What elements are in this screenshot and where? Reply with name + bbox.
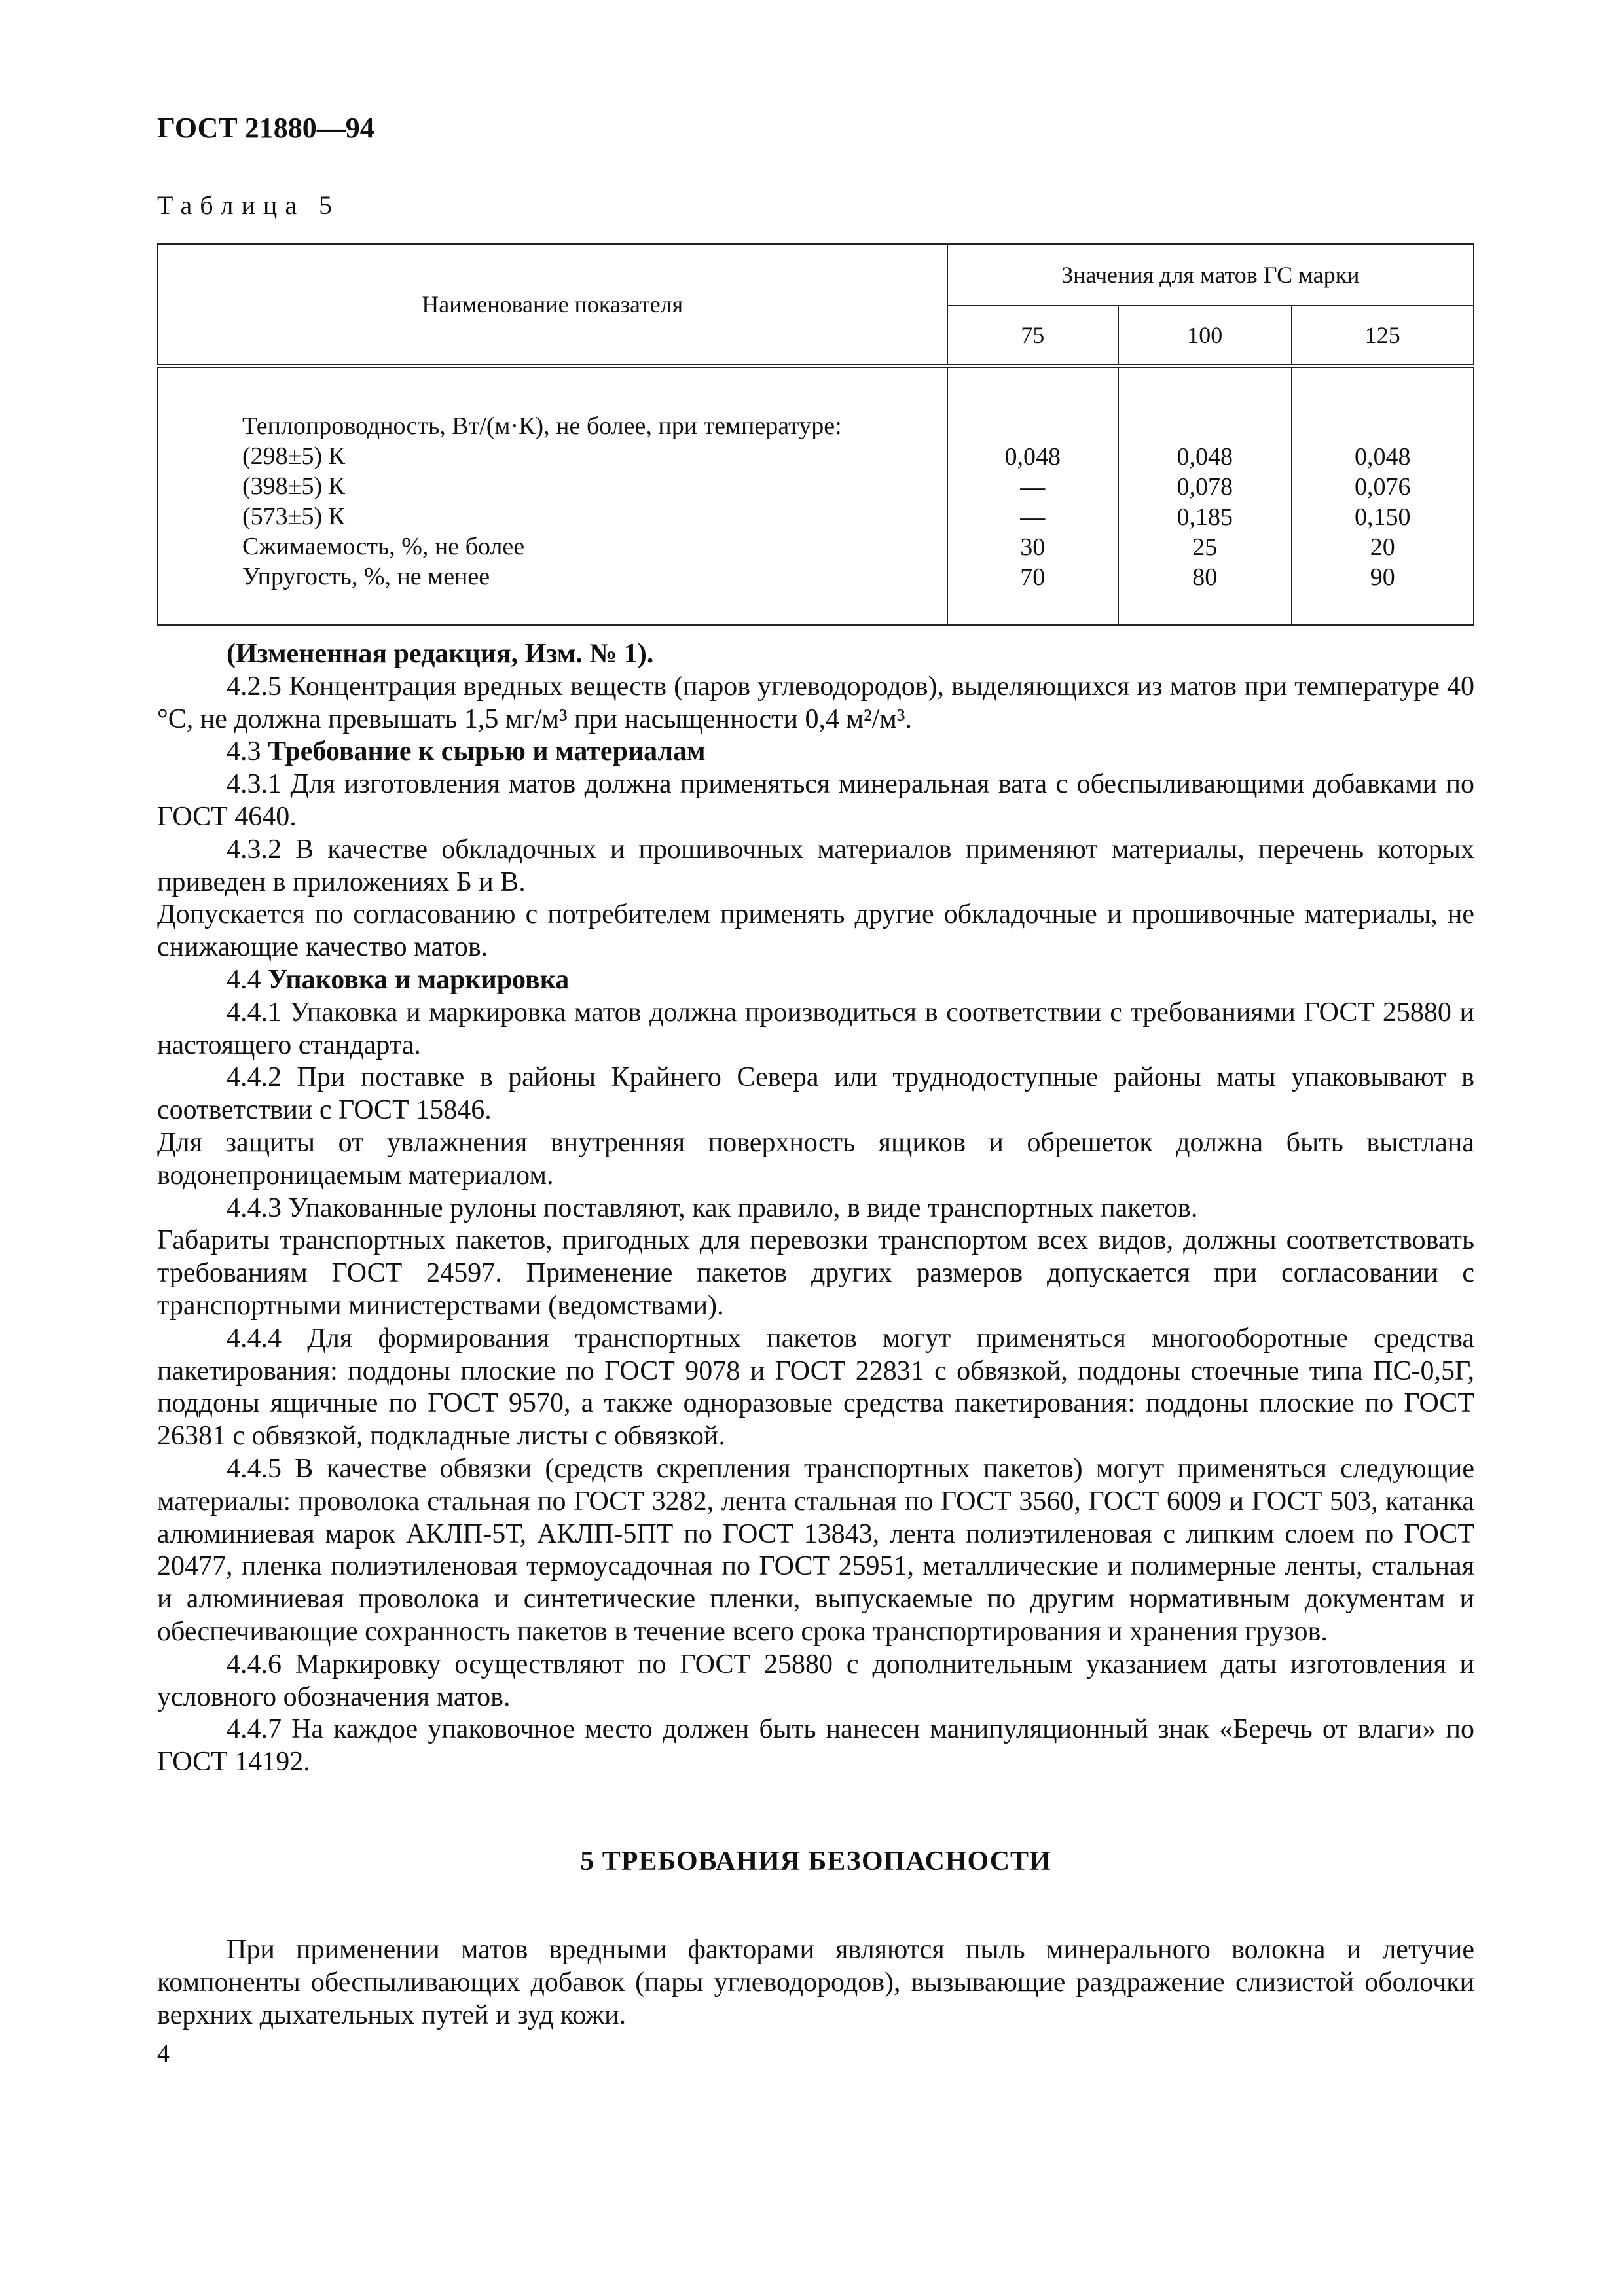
table-cell: 20 — [1370, 533, 1395, 561]
paragraph-4-4-7: 4.4.7 На каждое упаковочное место должен быть нанесен манипуляционный знак «Беречь от влаги» по ГОСТ 14192. — [157, 1714, 1474, 1778]
amendment-note: (Измененная редакция, Изм. № 1). — [227, 639, 654, 669]
paragraph-4-4-2b: Для защиты от увлажнения внутренняя поверхность ящиков и обрешеток должна быть выстлана водонепроницаемым материалом. — [157, 1127, 1474, 1191]
document-header: ГОСТ 21880—94 — [157, 112, 374, 144]
table-cell: 0,078 — [1176, 473, 1233, 501]
paragraph-4-3-2b: Допускается по согласованию с потребителем применять другие обкладочные и прошивочные материалы, не снижающие качество матов. — [157, 899, 1474, 963]
table-cell: 80 — [1192, 564, 1218, 591]
table-cell: — — [1020, 503, 1046, 531]
paragraph-4-4-4: 4.4.4 Для формирования транспортных пакетов могут применяться многооборотные средства пакетирования: поддоны плоские по ГОСТ 9078 и ГОСТ 22831 с обвязкой, поддоны стоечные типа ПС-0,5Г, поддоны ящичные по ГОСТ 9570, а также одноразовые средства пакетирования: поддоны плоские по ГОСТ 26381 с обвязкой, подкладные листы с обвязкой. — [157, 1323, 1474, 1452]
heading-title: Требование к сырью и материалам — [268, 736, 706, 767]
paragraph-5-1: При применении матов вредными факторами являются пыль минерального волокна и летучие компоненты обеспыливающих добавок (пары углеводородов), вызывающие раздражение слизистой оболочки верхних дыхательных путей и зуд кожи. — [157, 1935, 1474, 2030]
column-header-mark: 125 — [1292, 306, 1474, 366]
heading-4-3 — [157, 736, 1474, 768]
table-cell: 0,076 — [1355, 473, 1411, 501]
column-header-name: Наименование показателя — [158, 244, 947, 366]
table-cell: 0,048 — [1355, 443, 1411, 471]
table-cell: 70 — [1020, 564, 1046, 591]
values-cell-100 — [1118, 366, 1291, 625]
values-cell-75 — [947, 366, 1119, 625]
column-group-header: Значения для матов ГС марки — [947, 244, 1474, 306]
page-number: 4 — [157, 2040, 170, 2068]
table-cell: — — [1020, 473, 1046, 501]
table-cell: 90 — [1370, 564, 1395, 591]
table-cell: 0,048 — [1176, 443, 1233, 471]
values-cell-125 — [1292, 366, 1474, 625]
paragraph-4-4-5: 4.4.5 В качестве обвязки (средств скрепления транспортных пакетов) могут применяться следующие материалы: проволока стальная по ГОСТ 3282, лента стальная по ГОСТ 3560, ГОСТ 6009 и ГОСТ 503, катанка алюминиевая марок АКЛП-5Т, АКЛП-5ПТ по ГОСТ 13843, лента полиэтиленовая с липким слоем по ГОСТ 20477, пленка полиэтиленовая термоусадочная по ГОСТ 25951, металлические и полимерные ленты, стальная и алюминиевая проволока и синтетические пленки, выпускаемые по другим нормативным документам и обеспечивающие сохранность пакетов в течение всего срока транспортирования и хранения грузов. — [157, 1453, 1474, 1647]
indicator-name: Теплопроводность, Вт/(м·К), не более, при температуре: — [242, 412, 842, 440]
heading-title: Упаковка и маркировка — [268, 964, 570, 995]
heading-number: 4.4 — [227, 964, 261, 995]
paragraph-4-3-1: 4.3.1 Для изготовления матов должна применяться минеральная вата с обеспыливающими добавками по ГОСТ 4640. — [157, 769, 1474, 832]
paragraph-4-3-2: 4.3.2 В качестве обкладочных и прошивочных материалов применяют материалы, перечень которых приведен в приложениях Б и В. — [157, 834, 1474, 897]
table-cell: 30 — [1020, 533, 1046, 561]
indicator-names-cell — [158, 366, 947, 625]
paragraph-4-2-5: 4.2.5 Концентрация вредных веществ (паров углеводородов), выделяющихся из матов при температуре 40 °С, не должна превышать 1,5 мг/м³ при насыщенности 0,4 м²/м³. — [157, 671, 1474, 734]
section-5-title: 5 ТРЕБОВАНИЯ БЕЗОПАСНОСТИ — [580, 1846, 1051, 1876]
table-cell: 25 — [1192, 533, 1218, 561]
indicator-name: Упругость, %, не менее — [242, 563, 490, 590]
indicator-name: (573±5) К — [242, 503, 346, 530]
indicator-name: Сжимаемость, %, не более — [242, 533, 525, 560]
heading-4-4 — [157, 964, 1474, 997]
table-cell: 0,150 — [1355, 503, 1411, 531]
heading-number: 4.3 — [227, 736, 261, 767]
table-cell: 0,185 — [1176, 503, 1233, 531]
table-row — [158, 366, 1474, 625]
body-text — [157, 638, 1474, 1779]
paragraph-4-4-1: 4.4.1 Упаковка и маркировка матов должна производиться в соответствии с требованиями ГОСТ 25880 и настоящего стандарта. — [157, 997, 1474, 1060]
table-caption: Таблица 5 — [157, 190, 340, 220]
paragraph-4-4-6: 4.4.6 Маркировку осуществляют по ГОСТ 25880 с дополнительным указанием даты изготовления и условного обозначения матов. — [157, 1649, 1474, 1712]
paragraph-4-4-3b: Габариты транспортных пакетов, пригодных для перевозки транспортом всех видов, должны соответствовать требованиям ГОСТ 24597. Применение пакетов других размеров допускается при согласовании с транспортными министерствами (ведомствами). — [157, 1225, 1474, 1321]
indicator-name: (298±5) К — [242, 442, 346, 470]
properties-table — [157, 243, 1474, 626]
section-5-body — [157, 1934, 1474, 2032]
paragraph-4-4-2: 4.4.2 При поставке в районы Крайнего Севера или труднодоступные районы маты упаковывают в соответствии с ГОСТ 15846. — [157, 1062, 1474, 1126]
column-header-mark: 100 — [1118, 306, 1291, 366]
indicator-name: (398±5) К — [242, 473, 346, 500]
paragraph-4-4-3: 4.4.3 Упакованные рулоны поставляют, как правило, в виде транспортных пакетов. — [227, 1193, 1198, 1223]
table-cell: 0,048 — [1004, 443, 1061, 471]
column-header-mark: 75 — [947, 306, 1119, 366]
